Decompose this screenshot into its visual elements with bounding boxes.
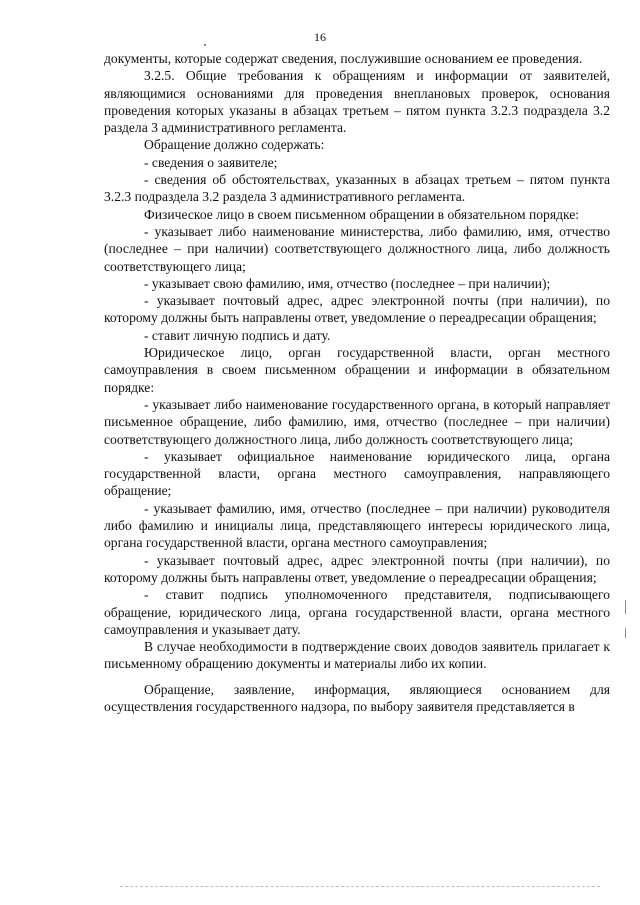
- page-number: 16: [314, 30, 326, 44]
- list-item: - указывает либо наименование государственного органа, в который направляет письменное обращение, либо фамилию, имя, отчество (последнее – при наличии) соответствующего должностного лица, либо должность соответствующего лица;: [104, 396, 610, 447]
- list-item: - сведения о заявителе;: [144, 154, 278, 170]
- scan-speck: [625, 628, 626, 638]
- list-item: - указывает фамилию, имя, отчество (последнее – при наличии) руководителя либо фамилию и инициалы лица, представляющего интересы юридического лица, органа государственной власти, органа местного самоуправления;: [104, 500, 610, 551]
- paragraph-section-3-2-5: 3.2.5. Общие требования к обращениям и информации от заявителей, являющимися основаниями для проведения внеплановых проверок, основания проведения которых указаны в абзацах третьем – пятом пункта 3.2.3 подраздела 3.2 раздела 3 административного регламента.: [104, 68, 610, 136]
- scan-speck: [625, 600, 626, 614]
- paragraph: В случае необходимости в подтверждение своих доводов заявитель прилагает к письменному обращению документы и материалы либо их копии.: [104, 639, 610, 672]
- scan-speck: [204, 44, 206, 46]
- list-item: - указывает почтовый адрес, адрес электронной почты (при наличии), по которому должны быть направлены ответ, уведомление о переадресации обращения;: [104, 293, 610, 326]
- paragraph: Юридическое лицо, орган государственной власти, орган местного самоуправления в своем письменном обращении и информации в обязательном порядке:: [104, 345, 610, 395]
- list-item: - ставит личную подпись и дату.: [144, 327, 331, 343]
- paragraph: Обращение должно содержать:: [144, 137, 325, 153]
- document-body: [104, 50, 610, 715]
- scan-edge-line: [120, 886, 600, 888]
- paragraph: документы, которые содержат сведения, послужившие основанием ее проведения.: [104, 51, 583, 66]
- list-item: - указывает официальное наименование юридического лица, органа государственной власти, органа местного самоуправления, направляющего обращение;: [104, 448, 610, 499]
- list-item: - указывает свою фамилию, имя, отчество (последнее – при наличии);: [144, 275, 551, 291]
- paragraph: Физическое лицо в своем письменном обращении в обязательном порядке:: [144, 206, 580, 222]
- list-item: - указывает либо наименование министерства, либо фамилию, имя, отчество (последнее – при наличии) соответствующего должностного лица, либо должность соответствующего лица;: [104, 223, 610, 274]
- paragraph: Обращение, заявление, информация, являющиеся основанием для осуществления государственного надзора, по выбору заявителя представляется в: [104, 681, 610, 714]
- list-item: - сведения об обстоятельствах, указанных в абзацах третьем – пятом пункта 3.2.3 подраздела 3.2 раздела 3 административного регламента.: [104, 172, 610, 205]
- list-item: - указывает почтовый адрес, адрес электронной почты (при наличии), по которому должны быть направлены ответ, уведомление о переадресации обращения;: [104, 552, 610, 585]
- list-item: - ставит подпись уполномоченного представителя, подписывающего обращение, юридического лица, органа государственной власти, органа местного самоуправления и указывает дату.: [104, 587, 610, 637]
